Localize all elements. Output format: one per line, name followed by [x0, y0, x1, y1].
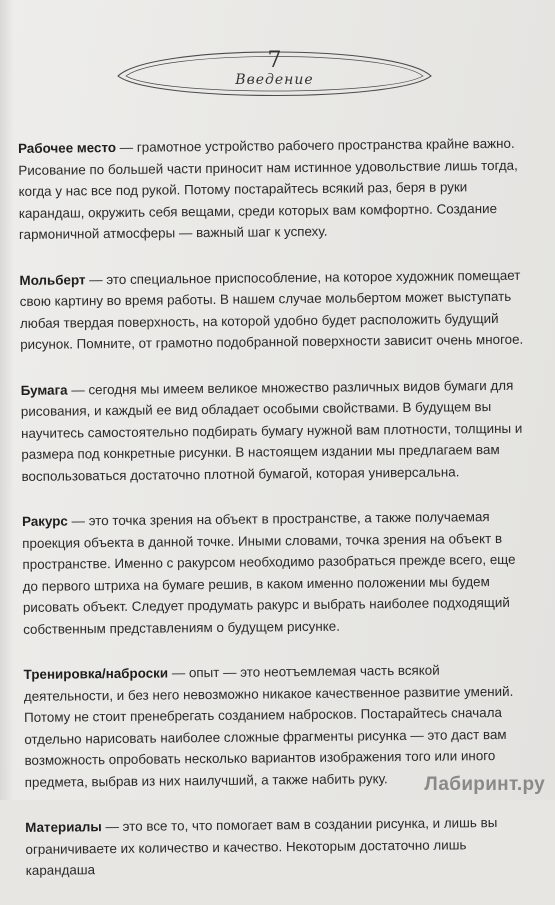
watermark: Лабиринт.ру	[424, 774, 545, 795]
definition: — это специальное приспособление, на которое художник помещает свою картину во время работы. В нашем случае мольбертом может выступать любая твердая поверхность, на которой удобно будет расположить будущий рисунок. Помните, от грамотно подобранной поверхности зависит очень многое.	[19, 267, 524, 352]
definition: — это все то, что помогает вам в создании рисунка, и лишь вы ограничиваете их количество и качество. Некоторым достаточно лишь карандаша	[25, 815, 498, 878]
paragraph-workplace	[18, 133, 524, 246]
definition: — сегодня мы имеем великое множество различных видов бумаги для рисования, и каждый ее вид обладает особыми свойствами. В будущем вы научитесь самостоятельно подбирать бумагу нужной вам плотности, толщины и размера под конкретные рисунки. В настоящем издании мы предлагаем вам воспользоваться достаточно плотной бумагой, которая универсальна.	[20, 377, 523, 484]
definition: — опыт — это неотъемлемая часть всякой деятельности, и без него невозможно никакое качественное развитие умений. Потому не стоит пренебрегать созданием набросков. Постарайтесь сначала отдельно нарисовать наиболее сложные фрагменты рисунка — это даст вам возможность опробовать несколько вариантов изображения того или иного предмета, выбрав из них наилучший, а также набить руку.	[23, 662, 514, 790]
term: Ракурс	[21, 513, 68, 529]
term: Тренировка/наброски	[23, 665, 169, 682]
paragraph-training	[24, 659, 530, 793]
paragraph-easel	[19, 264, 525, 355]
paragraph-paper	[21, 374, 527, 487]
term: Мольберт	[19, 271, 86, 288]
term: Материалы	[25, 819, 102, 835]
definition: — это точка зрения на объект в пространстве, а также получаемая проекция объекта в данной точке. Иными словами, точка зрения на объект в пространстве. Именно с ракурсом необходимо разобраться прежде всего, еще до первого штриха на бумаге решив, в каком именно положении мы будем рисовать объект. Следует продумать ракурс и выбрать наиболее подходящий собственным представлениям о будущем рисунке.	[22, 509, 516, 637]
definition: — грамотное устройство рабочего пространства крайне важно. Рисование по большей части приносит нам истинное удовольствие лишь тогда, когда у нас все под рукой. Потому постарайтесь всякий раз, беря в руки карандаш, окружить себя вещами, среди которых вам комфортно. Создание гармоничной атмосферы — важный шаг к успеху.	[18, 135, 518, 242]
paragraph-angle	[22, 506, 528, 640]
chapter-header	[112, 42, 437, 104]
paragraph-materials	[25, 812, 531, 882]
page-gutter-shadow	[0, 0, 14, 800]
chapter-number: 7	[267, 48, 282, 73]
term: Бумага	[20, 381, 68, 398]
term: Рабочее место	[18, 139, 117, 156]
chapter-title: Введение	[235, 72, 314, 88]
